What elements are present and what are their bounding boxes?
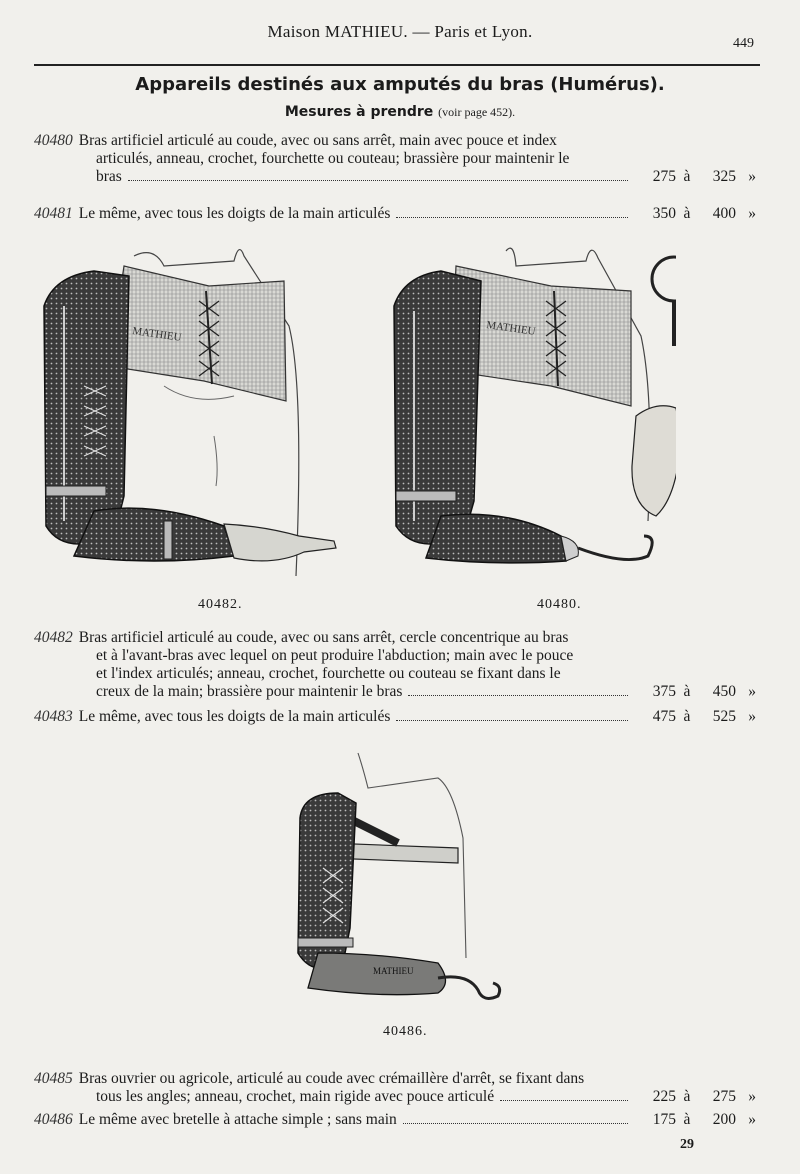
entry-number: 40485 [34,1070,73,1087]
entry-text: creux de la main; brassière pour maintenir le bras [96,683,403,700]
dot-leader [396,720,628,721]
entry-text: tous les angles; anneau, crochet, main rigide avec pouce articulé [96,1088,495,1105]
figure-label-40482: 40482. [198,597,243,612]
entry-number: 40480 [34,132,73,149]
price-ditto: » [748,168,756,185]
signature-mark: 29 [680,1137,694,1152]
price-sep: à [683,708,691,725]
entry-price [634,168,756,186]
entry-price [634,1088,756,1106]
price-to: 400 [712,205,736,222]
subtitle-main: Mesures à prendre [284,104,434,120]
entry-text: articulés, anneau, crochet, fourchette ou couteau; brassière pour maintenir le [96,150,570,167]
price-from: 275 [652,168,676,185]
price-to: 275 [712,1088,736,1105]
catalog-entry-40486 [34,1111,756,1129]
dot-leader [396,217,628,218]
subtitle-note: (voir page 452). [438,105,516,119]
entry-text: bras [96,168,122,185]
price-ditto: » [748,708,756,725]
entry-price [634,708,756,726]
dot-leader [408,695,628,696]
price-from: 375 [652,683,676,700]
price-from: 475 [652,708,676,725]
entry-number: 40481 [34,205,73,222]
price-sep: à [683,683,691,700]
brand-mark: MATHIEU [131,325,183,344]
prosthesis-illustration-40486 [288,748,518,1008]
price-to: 200 [712,1111,736,1128]
price-from: 225 [652,1088,676,1105]
section-title: Appareils destinés aux amputés du bras (Humérus). [135,74,665,95]
price-ditto: » [748,1111,756,1128]
brand-mark: MATHIEU [373,966,414,976]
dot-leader [500,1100,628,1101]
price-to: 525 [712,708,736,725]
header-title: Maison MATHIEU. — Paris et Lyon. [267,22,533,41]
entry-price [634,205,756,223]
price-sep: à [683,168,691,185]
measures-subtitle [0,104,800,120]
catalog-entry-40480 [34,132,756,186]
price-ditto: » [748,683,756,700]
dot-leader [403,1123,628,1124]
figure-label-40480: 40480. [537,597,582,612]
catalog-entry-40482 [34,629,756,701]
entry-number: 40483 [34,708,73,725]
entry-text: Bras ouvrier ou agricole, articulé au coude avec crémaillère d'arrêt, se fixant dans [78,1070,585,1087]
prosthesis-illustration-40480 [386,236,676,581]
price-sep: à [683,1111,691,1128]
header-rule [34,64,760,66]
price-from: 175 [652,1111,676,1128]
price-to: 450 [712,683,736,700]
page-header [0,18,800,58]
price-sep: à [683,205,691,222]
prosthesis-illustration-40482 [34,236,344,581]
entry-price [634,683,756,701]
price-sep: à [683,1088,691,1105]
catalog-entry-40485 [34,1070,756,1106]
entry-number: 40486 [34,1111,73,1128]
price-from: 350 [652,205,676,222]
price-ditto: » [748,205,756,222]
catalog-entry-40481 [34,205,756,223]
entry-text: Le même, avec tous les doigts de la main articulés [78,205,391,222]
entry-text: Le même avec bretelle à attache simple ; sans main [78,1111,397,1128]
entry-number: 40482 [34,629,73,646]
entry-text: et à l'avant-bras avec lequel on peut produire l'abduction; main avec le pouce [96,647,574,664]
entry-price [634,1111,756,1129]
page-number: 449 [733,36,754,51]
brand-mark: MATHIEU [485,319,537,338]
entry-text: Le même, avec tous les doigts de la main articulés [78,708,391,725]
entry-text: et l'index articulés; anneau, crochet, fourchette ou couteau se fixant dans le [96,665,561,682]
price-to: 325 [712,168,736,185]
price-ditto: » [748,1088,756,1105]
catalog-entry-40483 [34,708,756,726]
dot-leader [128,180,628,181]
entry-text: Bras artificiel articulé au coude, avec ou sans arrêt, cercle concentrique au bras [78,629,569,646]
figure-label-40486: 40486. [383,1024,428,1039]
entry-text: Bras artificiel articulé au coude, avec ou sans arrêt, main avec pouce et index [78,132,557,149]
